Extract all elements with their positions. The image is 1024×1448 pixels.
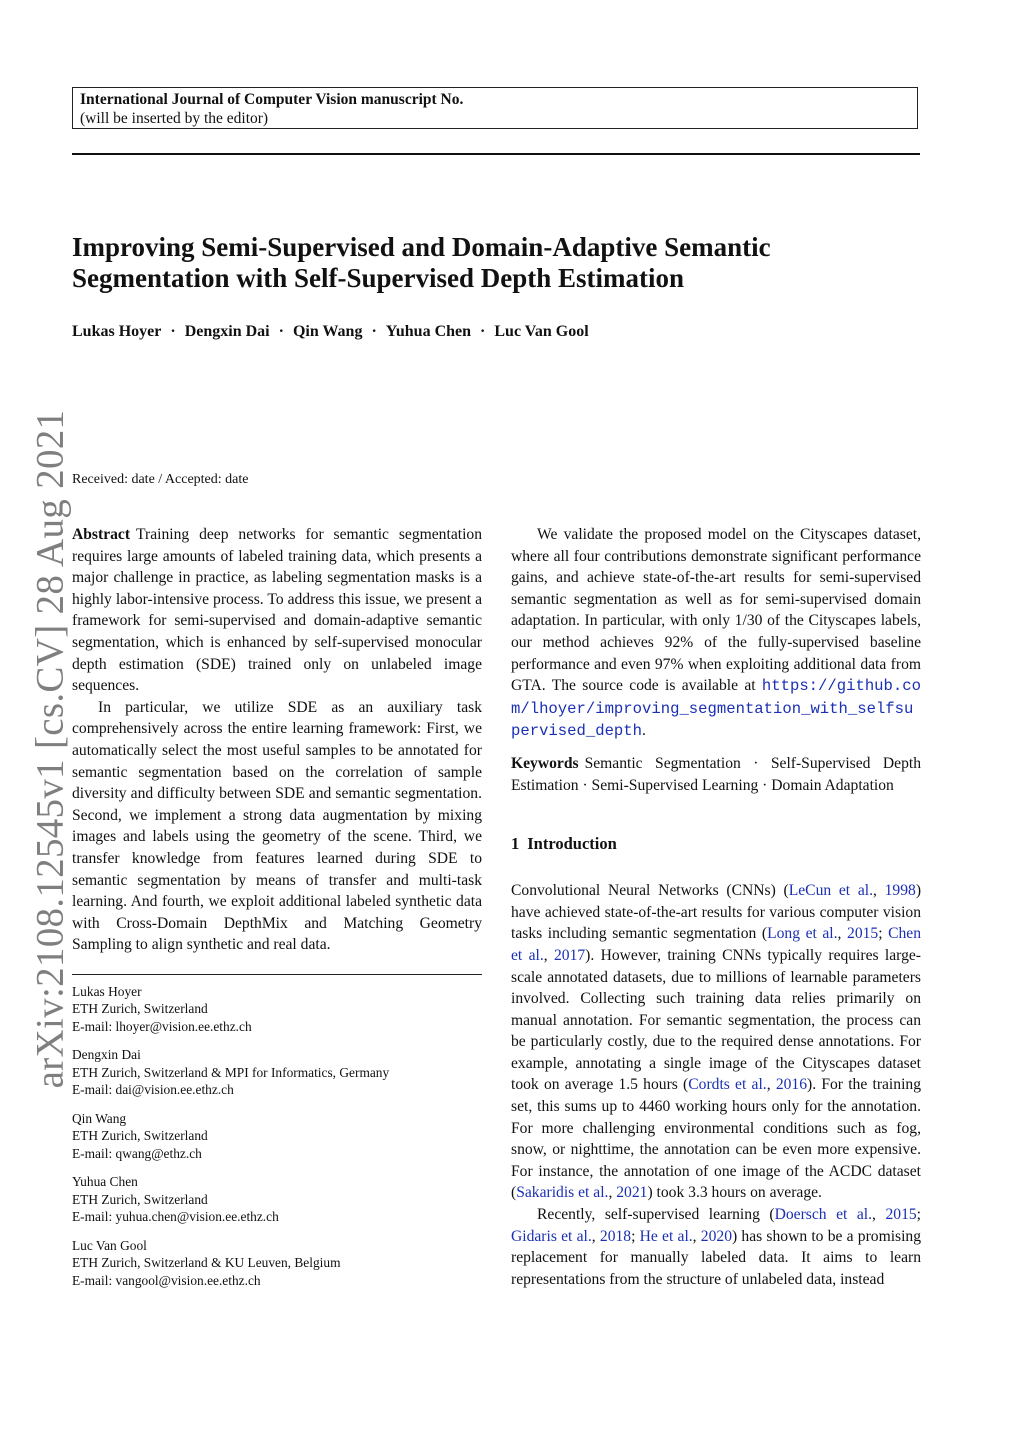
citation-link[interactable]: Long et al.: [767, 925, 838, 943]
citation-year-link[interactable]: 2021: [616, 1184, 648, 1202]
intro-paragraph: [511, 880, 921, 1204]
affiliation-email: E-mail: lhoyer@vision.ee.ethz.ch: [72, 1018, 252, 1034]
affiliation-name: Lukas Hoyer: [72, 983, 142, 999]
body-text: ) has shown to be a promising replacement for manually labeled data. It aims to learn representations from the structure of unlabeled data, instead: [511, 1227, 922, 1288]
citation-link[interactable]: Cordts et al.: [688, 1076, 767, 1094]
abstract-paragraph: [511, 524, 921, 743]
affiliation-rule: [72, 974, 482, 975]
body-text: ,: [692, 1227, 701, 1245]
affiliation-email: E-mail: vangool@vision.ee.ethz.ch: [72, 1272, 261, 1288]
author-separator: ·: [170, 323, 176, 340]
affiliation-email: E-mail: dai@vision.ee.ethz.ch: [72, 1082, 234, 1098]
body-text: ). For the training set, this sums up to 4460 working hours only for the annotation. For more challenging environmental conditions such as fog, snow, or nighttime, the annotation can be even more expensive. For instance, the annotation of one image of the ACDC dataset (: [511, 1076, 921, 1202]
body-text: ;: [631, 1227, 640, 1245]
citation-link[interactable]: Chen et al.: [511, 925, 922, 964]
journal-name: International Journal of Computer Vision manuscript No.: [80, 91, 464, 108]
abstract-text: We validate the proposed model on the Cityscapes dataset, where all four contributions demonstrate significant performance gains, and achieve state-of-the-art results for semi-supervised semantic segmentation as well as for semi-supervised domain adaptation. In particular, with only 1/30 of the Cityscapes labels, our method achieves 92% of the fully-supervised baseline performance and even 97% when exploiting additional data from GTA. The source code is available at: [511, 526, 921, 695]
right-column: [511, 524, 921, 1290]
spacer: [511, 743, 921, 753]
arxiv-stamp: arXiv:2108.12545v1 [cs.CV] 28 Aug 2021: [28, 409, 72, 1089]
keywords-paragraph: [511, 753, 921, 796]
affiliation-block: [72, 1237, 482, 1290]
intro-paragraph: [511, 1204, 921, 1290]
author-separator: ·: [371, 323, 377, 340]
left-column: [72, 524, 482, 1300]
affiliation-institution: ETH Zurich, Switzerland: [72, 1191, 208, 1207]
keywords-heading: Keywords: [511, 754, 579, 772]
abstract-paragraph: In particular, we utilize SDE as an auxiliary task comprehensively across the entire learning framework: First, we automatically select the most useful samples to be annotated for semantic segmentation based on the correlation of sample diversity and difficulty between SDE and semantic segmentation. Second, we implement a strong data augmentation by mixing images and labels using the geometry of the scene. Third, we transfer knowledge from features learned during SDE to semantic segmentation by means of transfer and multi-task learning. And fourth, we exploit additional labeled synthetic data with Cross-Domain DepthMix and Matching Geometry Sampling to align synthetic and real data.: [72, 698, 482, 954]
paper-title: Improving Semi-Supervised and Domain-Adaptive Semantic Segmentation with Self-Supervised Depth Estimation: [72, 232, 771, 293]
citation-link[interactable]: He et al.: [639, 1227, 693, 1245]
body-text: ,: [608, 1184, 617, 1202]
body-text: ,: [872, 1206, 886, 1224]
author-name: Yuhua Chen: [385, 323, 472, 340]
author-name: Dengxin Dai: [184, 323, 270, 340]
affiliation-block: [72, 1110, 482, 1163]
affiliation-block: [72, 1046, 482, 1099]
affiliation-institution: ETH Zurich, Switzerland & KU Leuven, Belgium: [72, 1255, 341, 1271]
affiliation-name: Qin Wang: [72, 1110, 127, 1126]
citation-year-link[interactable]: 2018: [599, 1227, 632, 1245]
citation-year-link[interactable]: 1998: [884, 882, 916, 900]
citation-link[interactable]: Doersch et al.: [774, 1206, 873, 1224]
affiliation-name: Yuhua Chen: [72, 1174, 138, 1190]
author-list: [72, 323, 932, 341]
body-text: Convolutional Neural Networks (CNNs) (: [511, 882, 789, 900]
citation-link[interactable]: Gidaris et al.: [511, 1227, 592, 1245]
abstract-heading: Abstract: [72, 526, 131, 543]
body-text: ;: [878, 925, 889, 943]
body-text: ,: [766, 1076, 776, 1094]
citation-link[interactable]: Sakaridis et al.: [516, 1184, 609, 1202]
body-text: ) took 3.3 hours on average.: [647, 1184, 822, 1202]
journal-editor-note: (will be inserted by the editor): [80, 110, 269, 127]
citation-year-link[interactable]: 2020: [700, 1227, 732, 1245]
body-text: ,: [591, 1227, 600, 1245]
body-text: ) have achieved state-of-the-art results for various computer vision tasks including semantic segmentation (: [511, 882, 922, 943]
affiliation-name: Luc Van Gool: [72, 1237, 147, 1253]
body-text: Recently, self-supervised learning (: [537, 1206, 775, 1224]
sentence-end: .: [642, 722, 646, 740]
affiliation-email: E-mail: qwang@ethz.ch: [72, 1145, 202, 1161]
body-text: ,: [837, 925, 848, 943]
affiliation-email: E-mail: yuhua.chen@vision.ee.ethz.ch: [72, 1209, 279, 1225]
author-name: Luc Van Gool: [494, 323, 589, 340]
abstract-text: Training deep networks for semantic segmentation requires large amounts of labeled training data, which presents a major challenge in practice, as labeling segmentation masks is a highly labor-intensive process. To address this issue, we present a framework for semi-supervised and domain-adaptive semantic segmentation, which is enhanced by self-supervised monocular depth estimation (SDE) trained only on unlabeled image sequences.: [72, 526, 482, 695]
affiliation-name: Dengxin Dai: [72, 1047, 141, 1063]
affiliation-block: [72, 983, 482, 1036]
abstract-paragraph: [72, 524, 482, 697]
body-text: ). However, training CNNs typically requires large-scale annotated datasets, due to millions of learnable parameters involved. Collecting such training data relies primarily on manual annotation. For semantic segmentation, the process can be particularly costly, due to the required dense annotations. For example, annotating a single image of the Cityscapes dataset took on average 1.5 hours (: [511, 946, 921, 1094]
author-separator: ·: [278, 323, 284, 340]
journal-header-box: [72, 87, 918, 129]
affiliation-institution: ETH Zurich, Switzerland: [72, 1128, 208, 1144]
section-title: Introduction: [527, 834, 617, 854]
citation-year-link[interactable]: 2017: [553, 946, 586, 964]
received-date: Received: date / Accepted: date: [72, 472, 249, 487]
source-code-link[interactable]: https://github.com/lhoyer/improving_segmentation_with_selfsupervised_depth: [511, 677, 921, 741]
affiliation-block: [72, 1173, 482, 1226]
body-text: ,: [543, 946, 554, 964]
header-rule: [72, 153, 920, 155]
keywords-text: Semantic Segmentation · Self-Supervised Depth Estimation · Semi-Supervised Learning · Domain Adaptation: [511, 754, 921, 794]
citation-link[interactable]: LeCun et al.: [788, 882, 873, 900]
author-name: Lukas Hoyer: [72, 323, 162, 340]
citation-year-link[interactable]: 2015: [885, 1206, 917, 1224]
section-number: 1: [511, 834, 520, 854]
section-heading: [511, 834, 921, 854]
author-name: Qin Wang: [292, 323, 363, 340]
affiliation-institution: ETH Zurich, Switzerland: [72, 1001, 208, 1017]
body-text: ;: [916, 1206, 921, 1224]
body-text: ,: [873, 882, 885, 900]
citation-year-link[interactable]: 2015: [847, 925, 879, 943]
affiliation-institution: ETH Zurich, Switzerland & MPI for Informatics, Germany: [72, 1064, 390, 1080]
citation-year-link[interactable]: 2016: [775, 1076, 808, 1094]
author-separator: ·: [480, 323, 486, 340]
